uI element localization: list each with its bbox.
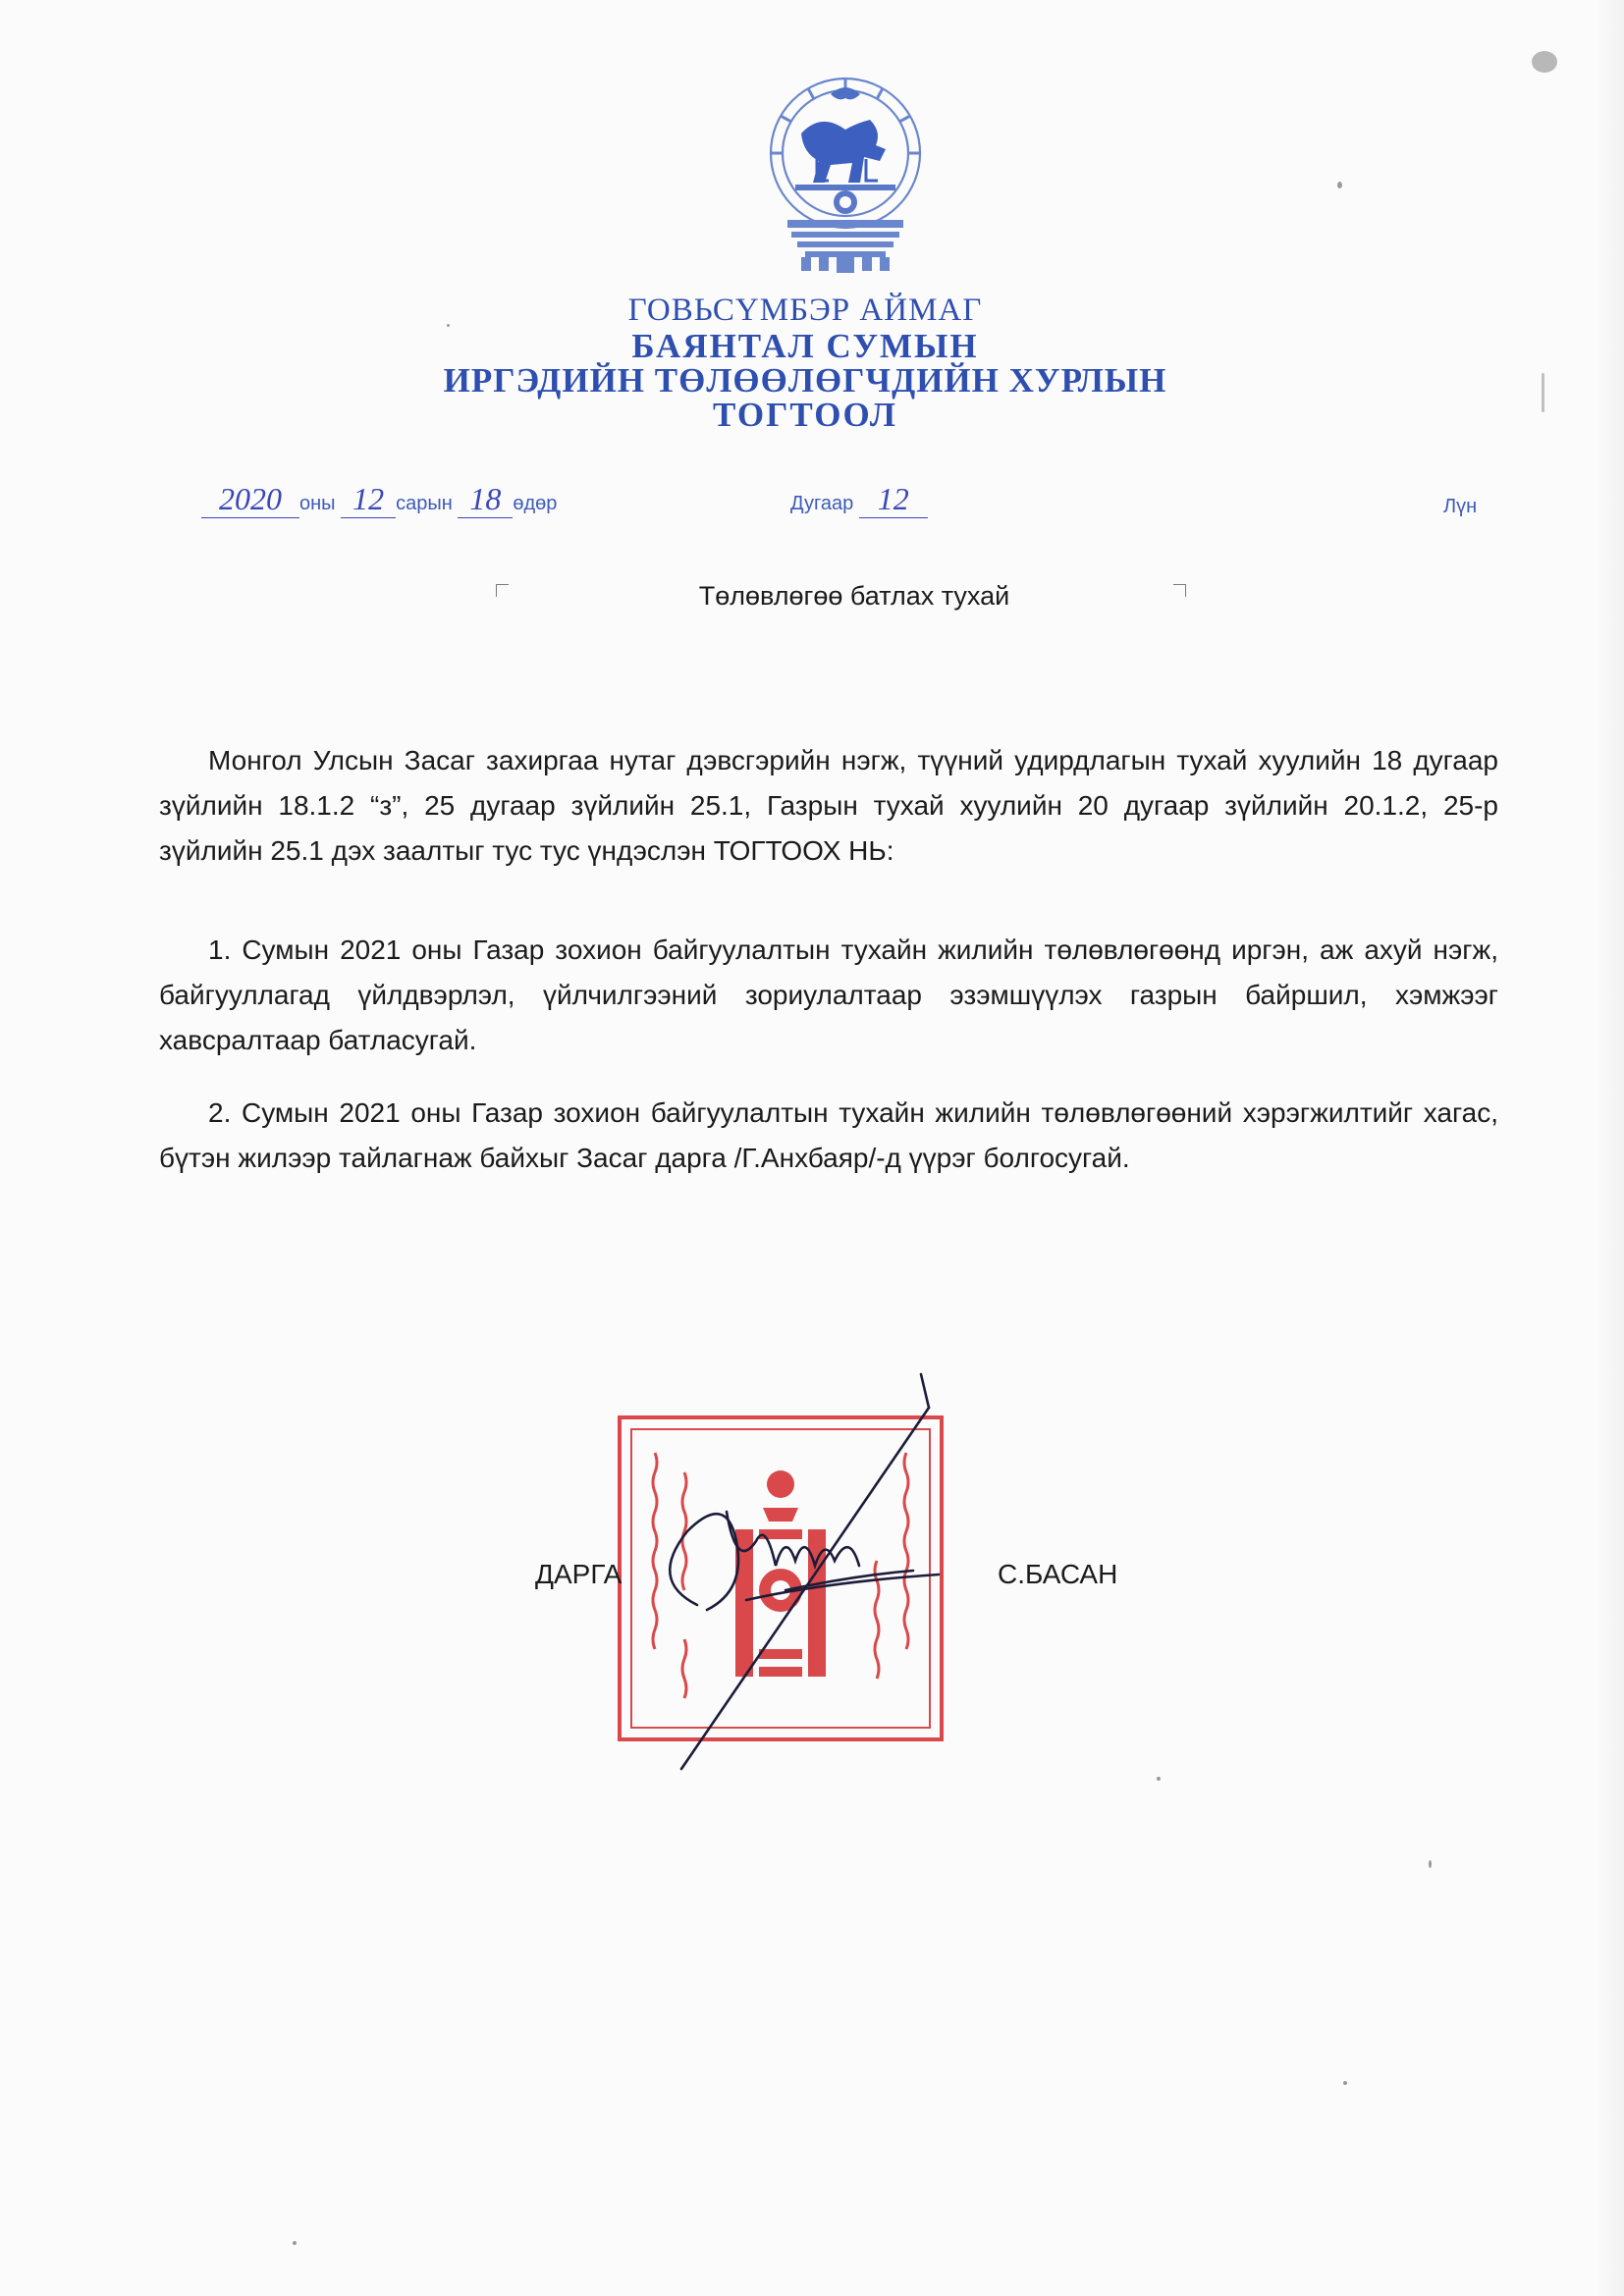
resolution-item-2 — [159, 1091, 1498, 1181]
number-line — [790, 481, 928, 518]
scan-speck — [1157, 1777, 1161, 1781]
signatory-title: ДАРГА — [535, 1559, 623, 1589]
date-line — [201, 481, 557, 518]
preamble-text: Монгол Улсын Засаг захиргаа нутаг дэвсгэрийн нэгж, түүний удирдлагын тухай хуулийн 18 дугаар зүйлийн 18.1.2 “з”, 25 дугаар зүйлийн 25.1, Газрын тухай хуулийн 20 дугаар зүйлийн 20.1.2, 25-р зүйлийн 25.1 дэх заалтыг тус тус үндэслэн ТОГТООХ НЬ: — [159, 745, 1498, 866]
header-doc-type: ТОГТООЛ — [712, 396, 898, 434]
header-aimag: ГОВЬСҮМБЭР АЙМАГ — [627, 293, 983, 328]
header-council: ИРГЭДИЙН ТӨЛӨӨЛӨГЧДИЙН ХУРЛЫН — [443, 361, 1167, 400]
scan-speck — [1343, 2081, 1347, 2085]
date-month: 12 — [341, 481, 396, 518]
scan-speck — [1532, 51, 1557, 73]
scan-speck — [447, 324, 450, 327]
number-label: Дугаар — [790, 493, 854, 514]
date-month-label: сарын — [396, 493, 453, 514]
scan-speck — [1542, 373, 1544, 412]
date-day-label: өдөр — [513, 493, 558, 514]
date-year: 2020 — [201, 481, 299, 518]
date-year-label: оны — [299, 493, 336, 514]
state-emblem-icon — [762, 73, 929, 274]
scan-speck — [293, 2241, 297, 2245]
document-number: 12 — [859, 481, 928, 518]
item-1-text: 1. Сумын 2021 оны Газар зохион байгуулалтын тухайн жилийн төлөвлөгөөнд иргэн, аж ахуй нэгж, байгууллагад үйлдвэрлэл, үйлчилгээний зориулалтаар эзэмшүүлэх газрын байршил, хэмжээг хавсралтаар батласугай. — [159, 934, 1498, 1055]
signatory-name: С.БАСАН — [998, 1559, 1118, 1589]
header-sum: БАЯНТАЛ СУМЫН — [631, 327, 979, 365]
scan-speck — [1429, 1860, 1432, 1868]
document-title: Төлөвлөгөө батлах тухай — [698, 581, 1010, 611]
resolution-item-1 — [159, 928, 1498, 1063]
handwritten-signature — [589, 1364, 943, 1777]
scan-edge-shadow — [1595, 0, 1624, 2296]
place-name: Лүн — [1443, 496, 1478, 517]
date-day: 18 — [458, 481, 513, 518]
scan-speck — [1337, 182, 1342, 188]
preamble-paragraph — [159, 738, 1498, 874]
item-2-text: 2. Сумын 2021 оны Газар зохион байгуулалтын тухайн жилийн төлөвлөгөөний хэрэгжилтийг хагас, бүтэн жилээр тайлагнаж байхыг Засаг дарга /Г.Анхбаяр/-д үүрэг болгосугай. — [159, 1097, 1498, 1173]
